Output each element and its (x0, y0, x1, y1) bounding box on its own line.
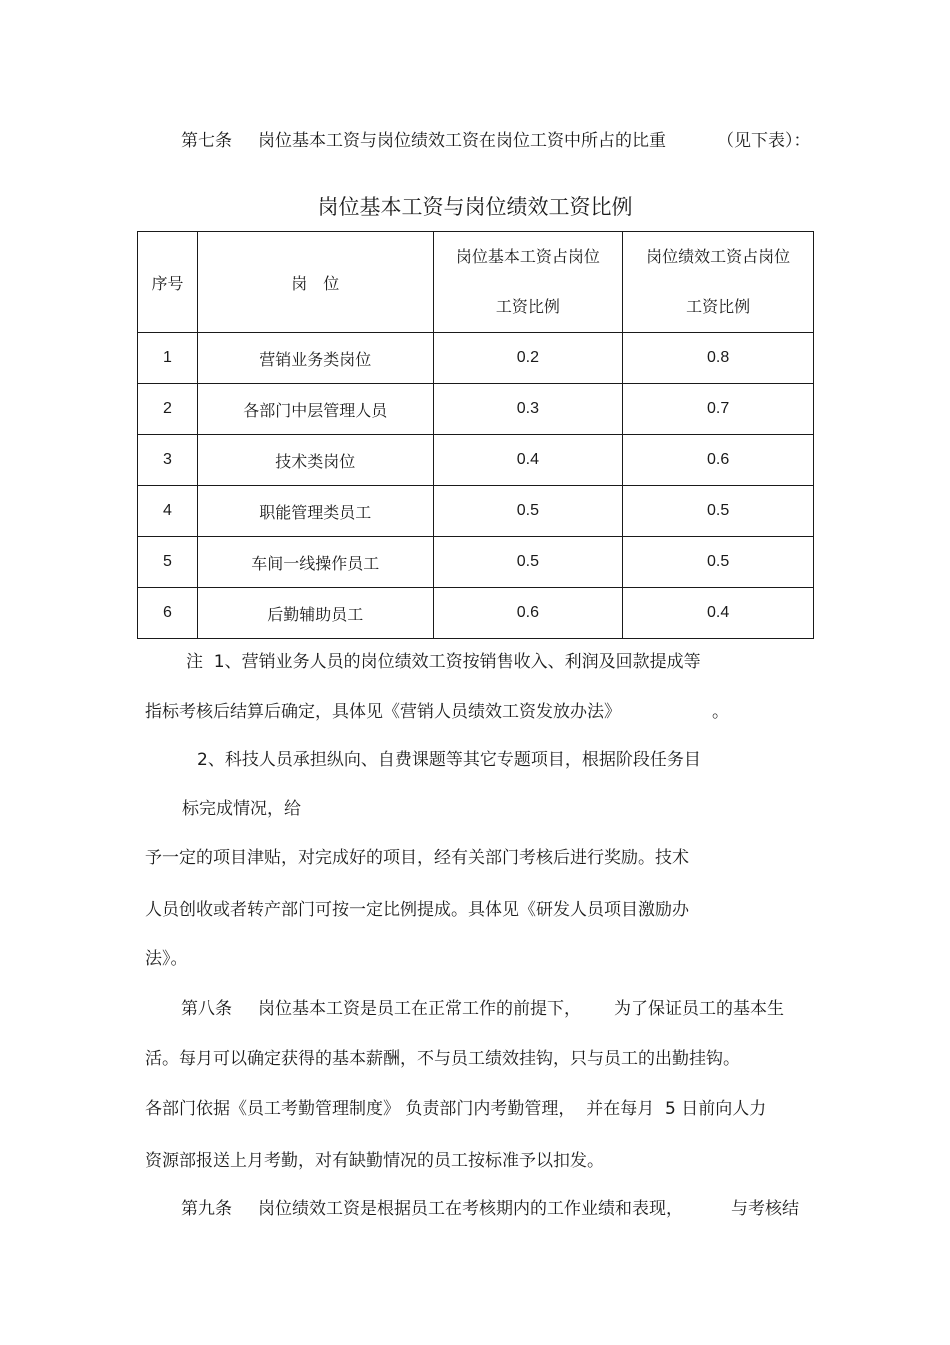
header-perf-line1: 岗位绩效工资占岗位 (646, 247, 791, 266)
article7-body: 岗位基本工资与岗位绩效工资在岗位工资中所占的比重 (258, 131, 666, 151)
row-position: 各部门中层管理人员 (197, 384, 433, 435)
row-seq: 4 (138, 486, 198, 537)
header-basic-line2: 工资比例 (495, 297, 560, 316)
article8-line1-body: 岗位基本工资是员工在正常工作的前提下， (258, 999, 581, 1019)
article8-line4: 资源部报送上月考勤，对有缺勤情况的员工按标准予以扣发。 (145, 1151, 604, 1171)
row-perf: 0.8 (623, 333, 814, 384)
article7-tail: （见下表）： (717, 131, 811, 151)
row-position: 营销业务类岗位 (197, 333, 433, 384)
ratio-table (137, 231, 814, 639)
row-seq: 1 (138, 333, 198, 384)
header-seq: 序号 (138, 232, 198, 333)
article9-line1-body: 岗位绩效工资是根据员工在考核期内的工作业绩和表现， (258, 1199, 683, 1219)
article8-line3: 各部门依据《员工考勤管理制度》 负责部门内考勤管理， 并在每月 5 日前向人力 (145, 1099, 767, 1119)
table-title: 岗位基本工资与岗位绩效工资比例 (317, 195, 633, 219)
article9-lead: 第九条 (181, 1199, 232, 1219)
row-perf: 0.7 (623, 384, 814, 435)
row-basic: 0.5 (433, 537, 623, 588)
note1-line2: 指标考核后结算后确定，具体见《营销人员绩效工资发放办法》 (145, 702, 621, 722)
table-row (138, 588, 814, 639)
row-seq: 5 (138, 537, 198, 588)
row-basic: 0.6 (433, 588, 623, 639)
row-position: 后勤辅助员工 (197, 588, 433, 639)
header-perf-line2: 工资比例 (686, 297, 751, 316)
table-row (138, 333, 814, 384)
article7-lead: 第七条 (181, 131, 232, 151)
row-basic: 0.4 (433, 435, 623, 486)
table-row (138, 537, 814, 588)
table-row (138, 384, 814, 435)
row-basic: 0.5 (433, 486, 623, 537)
row-perf: 0.6 (623, 435, 814, 486)
header-perf-ratio (623, 232, 814, 333)
note2-line2: 标完成情况，给 (182, 799, 301, 819)
row-perf: 0.4 (623, 588, 814, 639)
table-header-row (138, 232, 814, 333)
row-position: 车间一线操作员工 (197, 537, 433, 588)
table-row (138, 435, 814, 486)
row-position: 技术类岗位 (197, 435, 433, 486)
header-basic-ratio (433, 232, 623, 333)
table-row (138, 486, 814, 537)
row-basic: 0.3 (433, 384, 623, 435)
row-seq: 3 (138, 435, 198, 486)
note1-line2-end: 。 (712, 702, 729, 722)
row-seq: 6 (138, 588, 198, 639)
row-perf: 0.5 (623, 537, 814, 588)
article8-line2: 活。每月可以确定获得的基本薪酬，不与员工绩效挂钩，只与员工的出勤挂钩。 (145, 1049, 740, 1069)
article8-lead: 第八条 (181, 999, 232, 1019)
article9-line1-tail: 与考核结 (731, 1199, 799, 1219)
note2-line1: 2、科技人员承担纵向、自费课题等其它专题项目，根据阶段任务目 (197, 750, 701, 770)
header-basic-line1: 岗位基本工资占岗位 (455, 247, 600, 266)
header-position: 岗 位 (197, 232, 433, 333)
article8-line1-tail: 为了保证员工的基本生 (614, 999, 784, 1019)
row-seq: 2 (138, 384, 198, 435)
row-perf: 0.5 (623, 486, 814, 537)
note2-line5: 法》。 (145, 949, 188, 969)
note1-line1: 注 1、营销业务人员的岗位绩效工资按销售收入、利润及回款提成等 (186, 652, 701, 672)
row-position: 职能管理类员工 (197, 486, 433, 537)
row-basic: 0.2 (433, 333, 623, 384)
note2-line4: 人员创收或者转产部门可按一定比例提成。具体见《研发人员项目激励办 (145, 900, 689, 920)
note2-line3: 予一定的项目津贴，对完成好的项目，经有关部门考核后进行奖励。技术 (145, 848, 689, 868)
